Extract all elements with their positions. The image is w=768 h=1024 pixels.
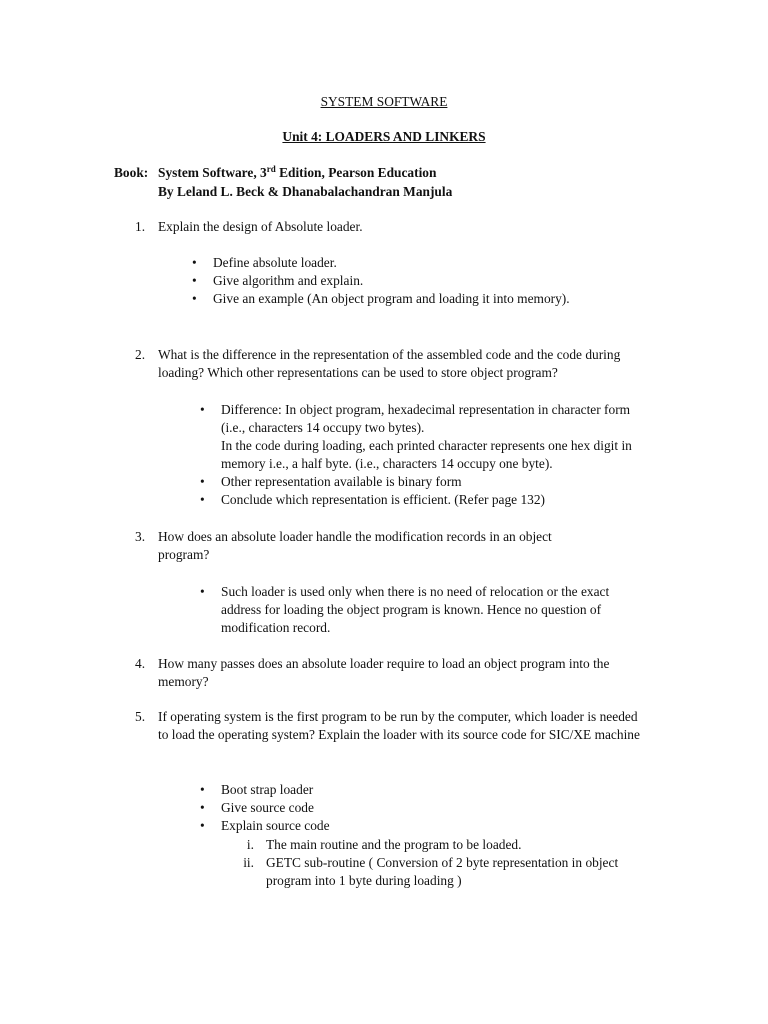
bullet-icon: • [200,492,205,507]
list-item: • Other representation available is binary form [200,474,462,489]
sub-item-number: i. [246,837,254,852]
sub-item-text: GETC sub-routine ( Conversion of 2 byte representation in object program into 1 byte during loading ) [266,855,619,888]
question-number: 2. [135,347,146,362]
question-3-bullets [197,583,629,637]
sub-item-i [228,836,648,854]
bullet-icon: • [200,402,205,417]
bullet-icon: • [200,584,205,599]
question-number: 3. [135,529,146,544]
list-item: • Give algorithm and explain. [192,273,364,288]
bullet-icon: • [200,818,205,833]
question-5 [135,708,645,744]
list-item: • Such loader is used only when there is no need of relocation or the exact address for loading the object program is known. Hence no question of modification record. [200,584,610,635]
question-text: If operating system is the first program to be run by the computer, which loader is needed to load the operating system? Explain the loader with its source code for SIC/XE machine [158,709,640,742]
question-number: 5. [135,709,146,724]
document-title: SYSTEM SOFTWARE [320,94,448,109]
book-authors-line: By Leland L. Beck & Dhanabalachandran Manjula [158,184,453,199]
bullet-icon: • [192,291,197,306]
list-item: • Conclude which representation is efficient. (Refer page 132) [200,492,545,507]
question-text: How does an absolute loader handle the modification records in an object program? [158,529,552,562]
list-item: • Difference: In object program, hexadecimal representation in character form (i.e., characters 14 occupy two bytes). In the code during loading, each printed character represents one hex digit in memory i.e., a half byte. (i.e., characters 14 occupy one byte). [200,402,632,471]
question-number: 4. [135,656,146,671]
book-label: Book: [114,165,149,180]
question-1 [135,218,655,236]
question-2-bullets [197,401,659,509]
list-item: • Define absolute loader. [192,255,337,270]
question-5-bullets [197,781,637,835]
question-2 [135,346,635,382]
sub-item-ii [228,854,628,890]
book-title-line: System Software, 3rd Edition, Pearson Education [158,164,437,180]
question-text: What is the difference in the representation of the assembled code and the code during loading? Which other representations can be used to store object program? [158,347,621,380]
bullet-icon: • [200,800,205,815]
question-number: 1. [135,219,146,234]
list-item: • Give source code [200,800,314,815]
bullet-icon: • [200,782,205,797]
question-1-bullets [189,254,649,308]
bullet-icon: • [192,273,197,288]
sub-item-text: The main routine and the program to be loaded. [266,837,522,852]
sub-item-number: ii. [243,855,254,870]
bullet-icon: • [192,255,197,270]
unit-title: Unit 4: LOADERS AND LINKERS [282,129,486,144]
question-3 [135,528,605,564]
bullet-icon: • [200,474,205,489]
list-item: • Explain source code [200,818,330,833]
question-text: Explain the design of Absolute loader. [158,219,363,234]
question-text: How many passes does an absolute loader require to load an object program into the memory? [158,656,610,689]
list-item: • Give an example (An object program and loading it into memory). [192,291,570,306]
list-item: • Boot strap loader [200,782,314,797]
question-4 [135,655,635,691]
ordinal-superscript: rd [266,164,276,174]
